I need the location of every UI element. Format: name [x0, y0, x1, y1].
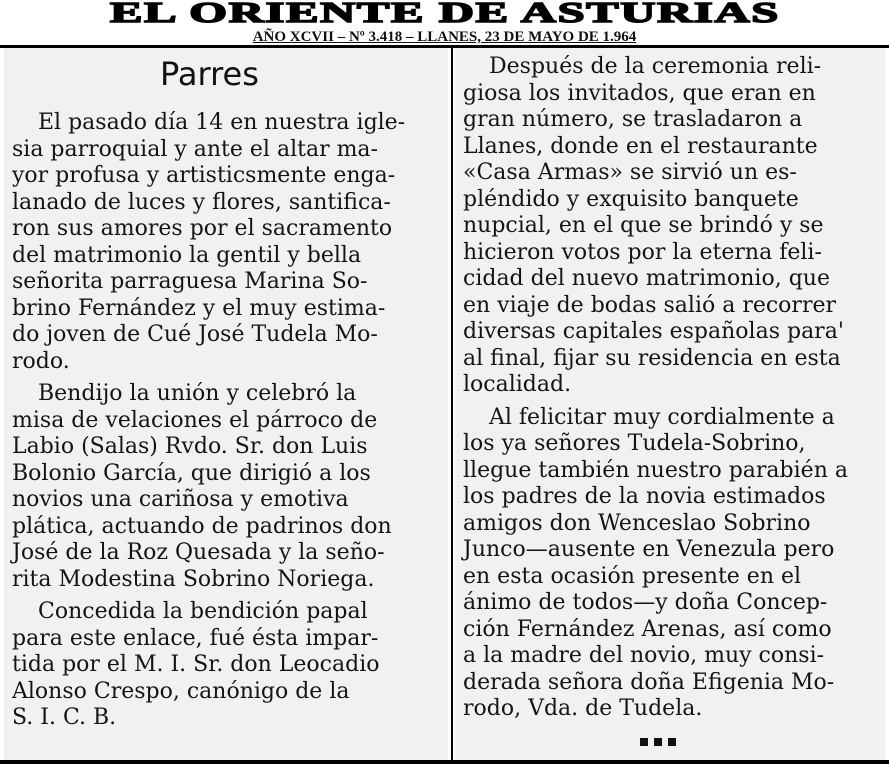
issue-line: AÑO XCVII – Nº 3.418 – LLANES, 23 DE MAYO DE 1.964	[252, 29, 637, 45]
article-right-line: en esta ocasión presente en el	[463, 563, 802, 589]
article-right-line: hicieron votos por la eterna feli-	[463, 239, 822, 265]
article-left-line: Alonso Crespo, canónigo de la	[12, 678, 350, 704]
article-left-line: El pasado día 14 en nuestra igle-	[38, 110, 406, 135]
article-left-line: do joven de Cué José Tudela Mo-	[12, 322, 378, 347]
article-left-line: Bendijo la unión y celebró la	[38, 381, 357, 406]
article-right-line: amigos don Wenceslao Sobrino	[463, 510, 811, 536]
article-left-line: yor profusa y artisticsmente enga-	[12, 163, 396, 188]
article-right-line: Después de la ceremonia reli-	[489, 54, 822, 79]
article-right-line: ción Fernández Arenas, así como	[463, 616, 832, 642]
article-right-line: pléndido y exquisito banquete	[463, 186, 799, 212]
article-right-line: nupcial, en el que se brindó y se	[463, 213, 824, 238]
article-left-line: tida por el M. I. Sr. don Leocadio	[12, 652, 380, 677]
article-right-line: llegue también nuestro parabién a	[463, 457, 848, 483]
article-left-line: Labio (Salas) Rvdo. Sr. don Luis	[12, 434, 368, 459]
article-right-line: ánimo de todos—y doña Concep-	[463, 590, 828, 615]
end-mark-square	[654, 738, 662, 746]
article-left-line: S. I. C. B.	[12, 705, 117, 730]
article-right-line: a la madre del novio, muy consi-	[463, 643, 825, 668]
article-left-line: Bolonio García, que dirigió a los	[12, 460, 371, 486]
article-left-line: del matrimonio la gentil y bella	[12, 242, 362, 268]
article-title: Parres	[160, 55, 259, 93]
article-left-line: plática, actuando de padrinos don	[12, 513, 392, 539]
article-left-line: señorita parraguesa Marina So-	[12, 269, 368, 294]
article-left-line: novios una cariñosa y emotiva	[12, 487, 349, 512]
article-right-line: rodo, Vda. de Tudela.	[463, 696, 703, 721]
article-right-line: diversas capitales españolas para'	[463, 319, 844, 344]
article-right-line: derada señora doña Efigenia Mo-	[463, 669, 835, 695]
article-right-line: Al felicitar muy cordialmente a	[489, 404, 835, 430]
bottom-rule	[0, 760, 889, 764]
end-of-article-mark	[640, 738, 676, 746]
article-right-line: al final, fijar su residencia en esta	[463, 345, 841, 371]
end-mark-square	[640, 738, 648, 746]
article-right-line: localidad.	[463, 372, 572, 397]
column-divider	[451, 48, 453, 760]
article-right-line: Llanes, donde en el restaurante	[463, 133, 818, 159]
article-right-line: cidad del nuevo matrimonio, que	[463, 266, 830, 291]
article-right-line: los padres de la novia estimados	[463, 484, 826, 509]
article-left-line: sia parroquial y ante el altar ma-	[12, 136, 378, 162]
article-left-line: ron sus amores por el sacramento	[12, 216, 393, 241]
article-left-line: rita Modestina Sobrino Noriega.	[12, 566, 375, 592]
article-right-line: los ya señores Tudela-Sobrino,	[463, 431, 806, 456]
article-right-line: Junco—ausente en Venezula pero	[463, 537, 835, 562]
article-left-line: brino Fernández y el muy estima-	[12, 295, 386, 321]
article-left-line: rodo.	[12, 348, 70, 374]
article-left-line: lanado de luces y flores, santifica-	[12, 189, 391, 215]
article-left-line: José de la Roz Quesada y la seño-	[12, 540, 385, 565]
article-left-line: Concedida la bendición papal	[38, 599, 368, 624]
article-column-left	[4, 48, 448, 760]
end-mark-square	[668, 738, 676, 746]
newspaper-title: EL ORIENTE DE ASTURIAS	[109, 0, 780, 29]
article-left-line: misa de velaciones el párroco de	[12, 407, 378, 433]
article-left-line: para este enlace, fué ésta impar-	[12, 625, 379, 651]
article-right-line: en viaje de bodas salió a recorrer	[463, 292, 837, 318]
article-right-line: giosa los invitados, que eran en	[463, 80, 816, 106]
article-column-right	[455, 48, 885, 760]
article-right-line: «Casa Armas» se sirvió un es-	[463, 160, 797, 185]
article-right-line: gran número, se trasladaron a	[463, 107, 803, 132]
